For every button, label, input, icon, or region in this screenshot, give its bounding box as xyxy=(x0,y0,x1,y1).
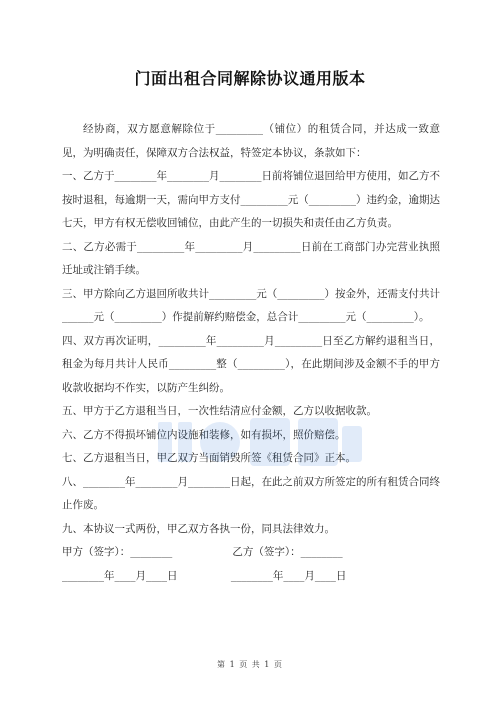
paragraph-intro: 经协商，双方愿意解除位于_________（铺位）的租赁合同，并达成一致意见，为明确责任，保障双方合法权益，特签定本协议，条款如下： xyxy=(62,123,440,159)
signature-line: 甲方（签字）：________ 乙方（签字）：________ xyxy=(62,546,343,558)
date-line: ________年____月____日 ________年____月____日 xyxy=(62,569,347,582)
page-footer: 第 1 页 共 1 页 xyxy=(217,660,283,669)
paragraph-clause-5: 五、甲方于乙方退租当日，一次性结清应付金额，乙方以收据收款。 xyxy=(62,405,377,417)
paragraph-clause-1: 一、乙方于________年________月________日前将铺位退回给甲方使用，如乙方不按时退租，每逾期一天，需向甲方支付_________元（_________）违约金，逾期达七天，甲方有权无偿收回铺位，由此产生的一切损失和责任由乙方负责。 xyxy=(62,170,440,229)
document-body xyxy=(62,118,440,588)
paragraph-clause-9: 九、本协议一式两份，甲乙双方各执一份，同具法律效力。 xyxy=(62,522,335,535)
paragraph-clause-6: 六、乙方不得损坏铺位内设施和装修，如有损坏，照价赔偿。 xyxy=(62,428,346,441)
paragraph-clause-3: 三、甲方除向乙方退回所收共计_________元（_________）按金外，还需支付共计______元（_________）作提前解约赔偿金，总合计_________元（_________）。 xyxy=(62,287,440,323)
paragraph-clause-4: 四、双方再次证明，_________年_________月_________日至乙方解约退租当日，租金为每月共计人民币_________整（_________），在此期间涉及金额不手的甲方收款收据均不作实，以防产生纠纷。 xyxy=(62,334,440,394)
paragraph-clause-2: 二、乙方必需于_________年_________月_________日前在工商部门办完营业执照迁址或注销手续。 xyxy=(62,240,440,276)
paragraph-clause-7: 七、乙方退租当日，甲乙双方当面销毁所签《租赁合同》正本。 xyxy=(62,452,356,464)
paragraph-clause-8: 八、________年________月________日起，在此之前双方所签定的所有租赁合同终止作废。 xyxy=(62,475,440,511)
document-title: 门面出租合同解除协议通用版本 xyxy=(134,69,366,88)
